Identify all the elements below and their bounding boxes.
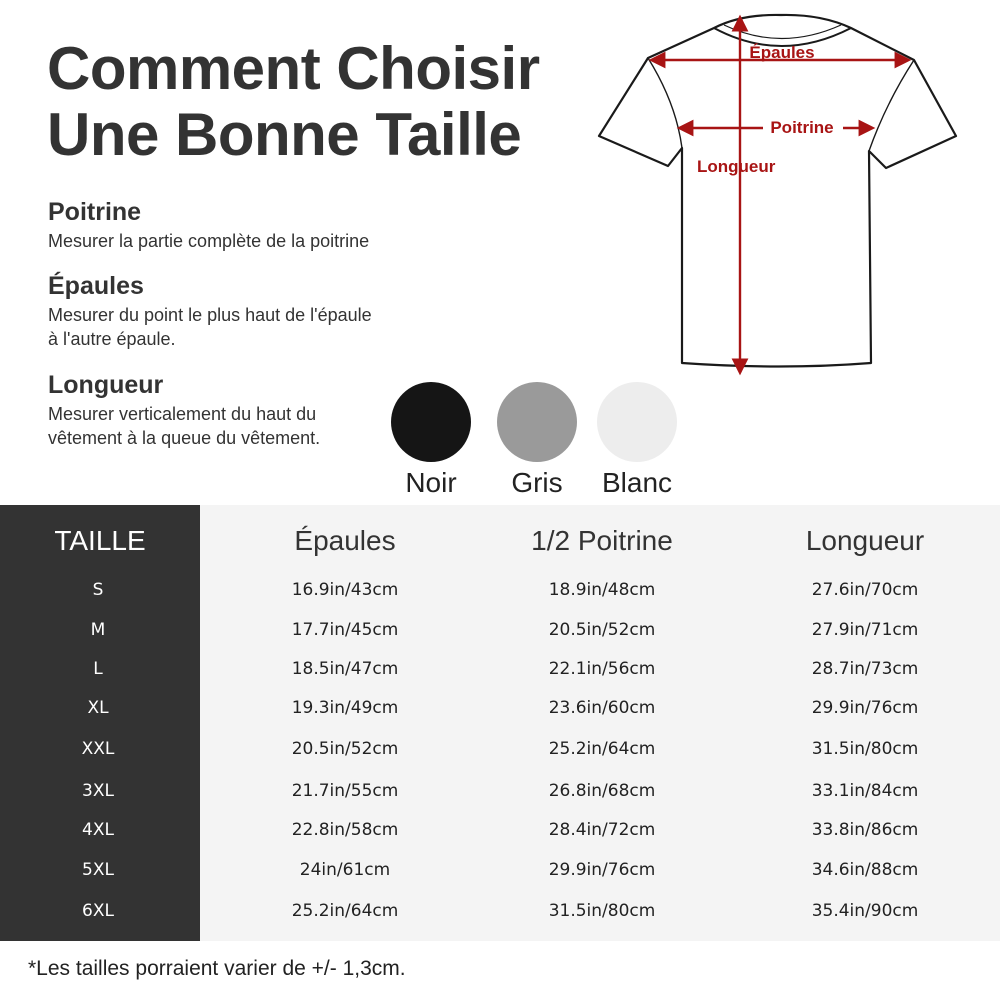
table-row	[0, 649, 1000, 689]
guide-epaules	[48, 272, 468, 351]
poitrine-cell: 23.6in/60cm	[548, 698, 656, 718]
header-epaules: Épaules	[294, 525, 396, 556]
header-longueur: Longueur	[805, 525, 925, 556]
swatch-circle-blanc	[597, 382, 677, 462]
tshirt-diagram	[596, 8, 966, 380]
label-epaules: Épaules	[749, 43, 815, 62]
poitrine-cell: 29.9in/76cm	[548, 860, 656, 880]
longueur-cell: 31.5in/80cm	[811, 739, 919, 759]
longueur-cell: 33.1in/84cm	[811, 781, 919, 801]
longueur-cell: 28.7in/73cm	[811, 659, 919, 679]
size-cell: 5XL	[82, 860, 114, 880]
table-row	[0, 810, 1000, 850]
page-title	[47, 36, 607, 168]
poitrine-cell: 18.9in/48cm	[548, 580, 656, 600]
guide-text-epaules-2: à l'autre épaule.	[48, 329, 176, 349]
size-cell: XXL	[81, 739, 115, 759]
guide-text-longueur-1: Mesurer verticalement du haut du	[48, 404, 317, 424]
color-swatch-noir[interactable]	[386, 382, 476, 500]
size-variation-note: *Les tailles porraient varier de +/- 1,3cm.	[28, 957, 406, 980]
tshirt-outline	[599, 15, 956, 367]
epaules-cell: 19.3in/49cm	[291, 698, 399, 718]
header-poitrine: 1/2 Poitrine	[531, 525, 673, 556]
poitrine-cell: 25.2in/64cm	[548, 739, 656, 759]
poitrine-cell: 20.5in/52cm	[548, 620, 656, 640]
table-row	[0, 570, 1000, 610]
guide-text-epaules-1: Mesurer du point le plus haut de l'épaule	[48, 305, 372, 325]
table-row	[0, 891, 1000, 931]
longueur-cell: 35.4in/90cm	[811, 901, 919, 921]
guide-poitrine	[48, 198, 468, 253]
size-cell: 4XL	[82, 820, 114, 840]
epaules-cell: 25.2in/64cm	[291, 901, 399, 921]
swatch-label-gris: Gris	[511, 467, 563, 498]
label-poitrine: Poitrine	[770, 118, 834, 137]
title-line-1: Comment Choisir	[47, 35, 540, 102]
poitrine-cell: 22.1in/56cm	[548, 659, 656, 679]
table-row	[0, 850, 1000, 890]
table-row	[0, 610, 1000, 650]
table-row	[0, 771, 1000, 811]
epaules-cell: 20.5in/52cm	[291, 739, 399, 759]
guide-text-longueur-2: vêtement à la queue du vêtement.	[48, 428, 321, 448]
header-taille: TAILLE	[54, 525, 146, 556]
epaules-cell: 18.5in/47cm	[291, 659, 399, 679]
poitrine-cell: 26.8in/68cm	[548, 781, 656, 801]
longueur-cell: 34.6in/88cm	[811, 860, 919, 880]
label-longueur: Longueur	[697, 157, 776, 176]
epaules-cell: 17.7in/45cm	[291, 620, 399, 640]
title-line-2: Une Bonne Taille	[47, 101, 522, 168]
size-cell: XL	[87, 698, 109, 718]
poitrine-cell: 28.4in/72cm	[548, 820, 656, 840]
epaules-cell: 21.7in/55cm	[291, 781, 399, 801]
epaules-cell: 24in/61cm	[299, 860, 391, 880]
color-swatch-blanc[interactable]	[592, 382, 682, 500]
table-row	[0, 688, 1000, 728]
guide-heading-epaules: Épaules	[48, 272, 144, 300]
size-cell: M	[90, 620, 106, 640]
size-cell: 6XL	[82, 901, 114, 921]
guide-text-poitrine: Mesurer la partie complète de la poitrine	[48, 231, 370, 251]
epaules-cell: 16.9in/43cm	[291, 580, 399, 600]
longueur-cell: 27.9in/71cm	[811, 620, 919, 640]
color-swatch-gris[interactable]	[492, 382, 582, 500]
epaules-cell: 22.8in/58cm	[291, 820, 399, 840]
size-cell: S	[92, 580, 104, 600]
table-row	[0, 729, 1000, 769]
swatch-label-noir: Noir	[405, 467, 457, 498]
longueur-cell: 27.6in/70cm	[811, 580, 919, 600]
swatch-label-blanc: Blanc	[601, 467, 673, 498]
size-cell: L	[93, 659, 103, 679]
swatch-circle-gris	[497, 382, 577, 462]
poitrine-cell: 31.5in/80cm	[548, 901, 656, 921]
size-cell: 3XL	[82, 781, 114, 801]
longueur-cell: 29.9in/76cm	[811, 698, 919, 718]
guide-heading-poitrine: Poitrine	[48, 198, 142, 226]
size-table	[0, 505, 1000, 941]
guide-heading-longueur: Longueur	[48, 371, 164, 399]
swatch-circle-noir	[391, 382, 471, 462]
longueur-cell: 33.8in/86cm	[811, 820, 919, 840]
